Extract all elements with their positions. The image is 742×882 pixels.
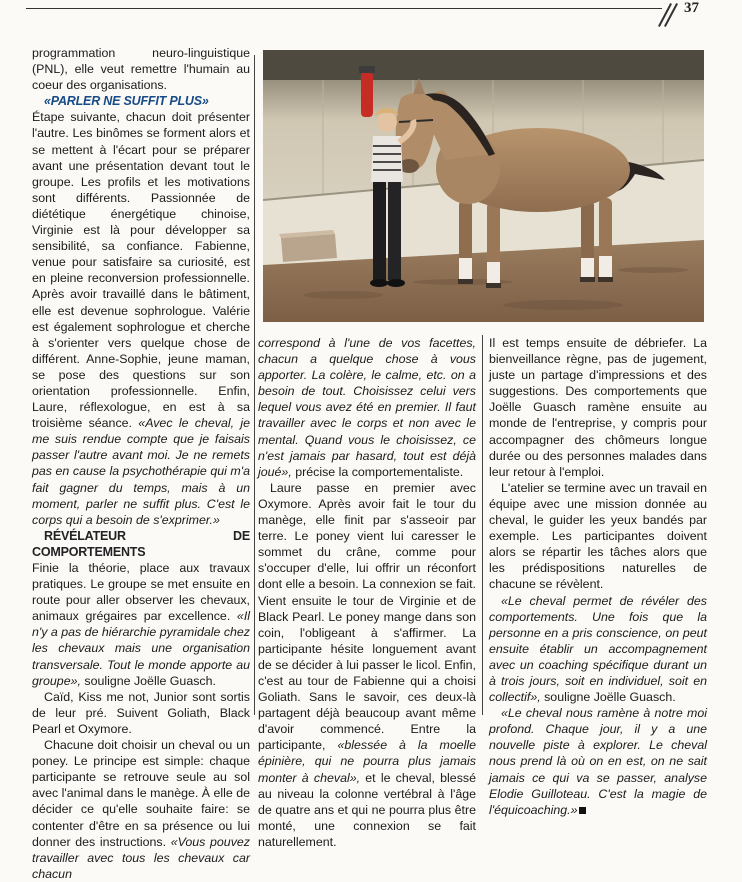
paragraph: [489, 705, 707, 818]
paragraph-text: souligne Joëlle Guasch.: [544, 690, 676, 705]
quote: «Le cheval nous ramène à notre moi profond. Chaque jour, il y a une nouvelle piste à explorer. Le cheval nous prend là où on en est, on ne sait jamais ce qui va se passer, analyse Elodie Guilloteau. C'est la magie de l'équicoaching.»: [489, 706, 707, 817]
article-photo-horse: [263, 50, 704, 322]
article-column-2: [258, 335, 476, 850]
end-of-article-mark: [579, 807, 586, 814]
paragraph: [32, 737, 250, 882]
paragraph-text: Chacune doit choisir un cheval ou un poney. Le principe est simple: chaque participante se retrouve seule au sol avec l'animal dans le manège. À elle de décider ce qu'elle souhaite faire: se contenter d'être en sa présence ou lui donner des instructions.: [32, 738, 250, 849]
paragraph: L'atelier se termine avec un travail en équipe avec une mission donnée au cheval, le guider les yeux bandés par exemple. Les participantes doivent alors se répartir les tâches alors que les prédispositions naturelles de chacune se révèlent.: [489, 480, 707, 592]
article-column-3: [489, 335, 707, 818]
quote: «Il n'y a pas de hiérarchie pyramidale chez les chevaux mais une organisation transversale. Tout le monde apporte au groupe»,: [32, 609, 251, 688]
page-number: 37: [684, 0, 699, 16]
paragraph: [489, 593, 707, 706]
column-divider: [254, 55, 255, 715]
paragraph: Il est temps ensuite de débriefer. La bienveillance règne, pas de jugement, juste un partage d'impressions et des suggestions. Des comportements que Joëlle Guasch ramène ensuite au monde de l'entreprise, y compris pour accompagner des chômeurs longue durée ou des personnes malades dans leur retour à l'emploi.: [489, 336, 707, 479]
quote: correspond à l'une de vos facettes, chacun a quelque chose à vous apporter. La colère, le calme, etc. on a besoin de tout. Choisissez celui vers lequel vous avez été en premier. Il faut travailler avec le corps et non avec le mental. Quand vous le choisissez, ce n'est jamais par hasard, tout est déjà joué»,: [258, 336, 476, 479]
paragraph: [32, 109, 250, 527]
column-divider: [482, 335, 483, 715]
quote: «blessée à la moelle épinière, qui ne pourra plus jamais monter à cheval»,: [258, 738, 476, 785]
paragraph: [258, 480, 476, 850]
section-heading: «PARLER NE SUFFIT PLUS»: [44, 94, 209, 109]
quote: «Vous pouvez travailler avec tous les chevaux car chacun: [32, 834, 250, 881]
paragraph: [32, 560, 250, 689]
paragraph-text: Laure passe en premier avec Oxymore. Après avoir fait le tour du manège, elle finit par s'asseoir par terre. Le poney vient lui caresser le sommet du crâne, comme pour s'occuper d'elle, lui offrir un réconfort dont elle a besoin. La connexion se fait. Vient ensuite le tour de Virginie et de Black Pearl. Le poney mange dans son coin, l'obligeant à s'affirmer. La participante hésite longuement avant de se décider à lui passer le licol. Enfin, c'est au tour de Fabienne qui a choisi Goliath. Sans le savoir, ces deux-là partagent déjà beaucoup avant même d'avoir commencé. Entre la participante,: [258, 480, 476, 753]
paragraph-text: Étape suivante, chacun doit présenter l'autre. Les binômes se forment alors et se mettent à l'écart pour se préparer avant une présentation devant tout le groupe. Les profils et les motivations sont différents. Passionnée de diététique énergétique chinoise, Virginie est là pour développer sa sensibilité, sa confiance. Fabienne, venue pour satisfaire sa curiosité, est en pleine reconversion professionnelle. Après avoir travaillé dans le bâtiment, elle est devenue sophrologue. Valérie est également sophrologue et cherche à s'orienter vers quelque chose de différent. Anne-Sophie, jeune maman, se pose des questions sur son orientation professionnelle. Enfin, Laure, réflexologue, en est à sa troisième séance.: [32, 110, 250, 431]
paragraph-text: Finie la théorie, place aux travaux pratiques. Le groupe se met ensuite en route pour aller observer les chevaux, animaux grégaires par excellence.: [32, 561, 250, 624]
paragraph-text: et le cheval, blessé au niveau la colonne vertébral à l'âge de quatre ans et qui ne pourra plus être monté, une connexion se fait naturellement.: [258, 770, 476, 849]
quote: «Le cheval permet de révéler des comportements. Une fois que la personne en a pris conscience, on peut ensuite établir un accompagnement avec un coaching spécifique durant un à trois jours, soit en individuel, soit en collectif»,: [489, 593, 707, 705]
section-heading: RÉVÉLATEUR DE COMPORTEMENTS: [32, 528, 250, 559]
paragraph-text: précise la comportementaliste.: [295, 464, 464, 479]
header-rule: [26, 8, 662, 9]
paragraph: [258, 335, 476, 480]
quote: «Avec le cheval, je me suis rendue compte que je faisais passer l'autre avant moi. Je ne remets pas en cause la psychothérapie qui m'a fait gagner du temps, mais à un moment, parler ne suffit plus. C'est le corps qui a besoin de s'exprimer.»: [32, 416, 250, 527]
paragraph: programmation neuro-linguistique (PNL), elle veut remettre l'humain au coeur des organisations.: [32, 46, 250, 93]
article-column-1: [32, 45, 250, 882]
paragraph: Caïd, Kiss me not, Junior sont sortis de leur pré. Suivent Goliath, Black Pearl et Oxymore.: [32, 689, 250, 736]
page-header: [0, 0, 742, 30]
horse-photo-illustration: [263, 50, 704, 322]
paragraph-text: souligne Joëlle Guasch.: [84, 673, 216, 688]
